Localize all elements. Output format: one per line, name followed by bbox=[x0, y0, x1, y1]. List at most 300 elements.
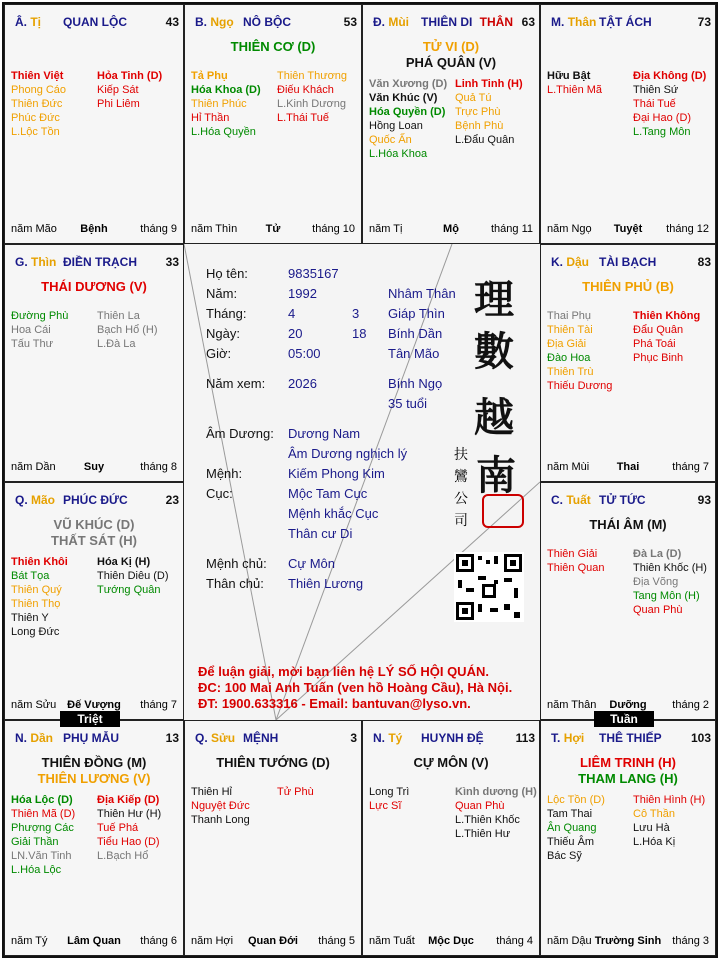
calligraphy-small-1: 扶 bbox=[454, 447, 468, 463]
minor-star: Tử Phù bbox=[277, 786, 314, 798]
palace-branch bbox=[15, 255, 56, 269]
minor-star: Ân Quang bbox=[547, 822, 597, 834]
branch-letter: N. bbox=[373, 731, 385, 745]
minor-star: LN.Văn Tinh bbox=[11, 850, 72, 862]
minor-star: Lực Sĩ bbox=[369, 800, 402, 812]
life-stage: Trường Sinh bbox=[594, 935, 662, 947]
name-label: Họ tên: bbox=[206, 266, 248, 281]
main-star: THIÊN ĐỒNG (M) bbox=[41, 755, 147, 770]
minor-star: L.Thái Tuế bbox=[277, 112, 329, 124]
minor-star: Thiên Khôi bbox=[11, 556, 68, 568]
minor-star: L.Hóa Lộc bbox=[11, 864, 62, 876]
life-stage: Tử bbox=[265, 223, 281, 235]
right-stars bbox=[97, 555, 169, 597]
left-stars bbox=[547, 793, 605, 863]
horoscope-chart bbox=[2, 2, 718, 958]
palace-title: QUAN LỘC bbox=[63, 15, 127, 29]
branch-letter: M. bbox=[551, 15, 565, 29]
minor-star: Thiên Không bbox=[633, 310, 701, 322]
right-stars bbox=[277, 785, 314, 799]
palace-year: năm Thân bbox=[547, 699, 597, 711]
right-stars bbox=[97, 309, 158, 351]
center-info-panel bbox=[184, 244, 540, 720]
palace-quan-loc[interactable] bbox=[4, 4, 184, 244]
palace-branch bbox=[373, 731, 402, 745]
day-label: Ngày: bbox=[206, 326, 240, 341]
palace-phu-mau[interactable] bbox=[4, 720, 184, 956]
branch-letter: B. bbox=[195, 15, 207, 29]
main-star: VŨ KHÚC (D) bbox=[53, 517, 135, 532]
palace-month: tháng 9 bbox=[140, 223, 177, 235]
palace-branch bbox=[551, 15, 596, 29]
minor-star: Thiên Quan bbox=[547, 562, 605, 574]
minor-star: Thiên Thương bbox=[277, 70, 348, 82]
minor-star: Thiên Diêu (D) bbox=[97, 570, 169, 582]
month-canchi: Giáp Thìn bbox=[388, 306, 445, 321]
right-stars bbox=[455, 785, 537, 841]
branch-letter: Q. bbox=[195, 731, 208, 745]
palace-footer bbox=[189, 223, 357, 237]
minor-star: Đường Phù bbox=[11, 310, 69, 322]
branch-letter: Q. bbox=[15, 493, 28, 507]
life-stage: Quan Đới bbox=[248, 935, 298, 947]
hour-value: 05:00 bbox=[288, 346, 321, 361]
minor-star: Tam Thai bbox=[547, 808, 593, 820]
year-canchi: Nhâm Thân bbox=[388, 286, 456, 301]
minor-star: Thiên Việt bbox=[11, 70, 64, 82]
left-stars bbox=[547, 69, 602, 97]
palace-title: THÊ THIẾP bbox=[599, 731, 662, 745]
day-value: 20 bbox=[288, 326, 303, 341]
right-stars bbox=[97, 793, 161, 863]
minor-star: Thái Tuế bbox=[633, 98, 676, 110]
palace-month: tháng 2 bbox=[672, 699, 709, 711]
left-stars bbox=[191, 69, 261, 139]
minor-star: L.Hóa Quyền bbox=[191, 126, 256, 138]
minor-star: Quả Tú bbox=[455, 92, 492, 104]
palace-title: NÔ BỘC bbox=[243, 15, 291, 29]
right-stars bbox=[633, 793, 705, 849]
branch-letter: G. bbox=[15, 255, 28, 269]
minor-star: Thiếu Âm bbox=[547, 836, 595, 848]
than-chu-value: Thiên Lương bbox=[288, 576, 364, 591]
branch-letter: C. bbox=[551, 493, 563, 507]
year-label: Năm: bbox=[206, 286, 238, 301]
life-stage: Đế Vượng bbox=[67, 699, 121, 711]
palace-menh[interactable] bbox=[184, 720, 362, 956]
minor-star: Linh Tinh (H) bbox=[455, 78, 523, 90]
palace-year: năm Tý bbox=[11, 935, 48, 947]
minor-star: Phục Binh bbox=[633, 352, 684, 364]
minor-star: Thiên Đức bbox=[11, 98, 63, 110]
qr-code-icon[interactable] bbox=[454, 552, 524, 622]
palace-number: 73 bbox=[697, 15, 711, 29]
branch-letter: K. bbox=[551, 255, 563, 269]
menh-chu-value: Cự Môn bbox=[288, 556, 335, 571]
minor-star: Văn Khúc (V) bbox=[369, 92, 438, 104]
calligraphy-char-4: 南 bbox=[476, 452, 516, 499]
palace-header bbox=[9, 15, 179, 31]
minor-star: Kiếp Sát bbox=[97, 84, 139, 96]
minor-star: Quan Phù bbox=[455, 800, 505, 812]
minor-star: Thiên Quý bbox=[11, 584, 62, 596]
palace-footer bbox=[9, 461, 179, 475]
main-star: THIÊN PHỦ (B) bbox=[582, 279, 674, 294]
minor-star: L.Thiên Khốc bbox=[455, 814, 520, 826]
minor-star: Hóa Kị (H) bbox=[97, 556, 151, 568]
palace-footer bbox=[545, 935, 711, 949]
palace-year: năm Tị bbox=[369, 223, 403, 235]
stem-name: Thìn bbox=[31, 255, 57, 269]
main-star: THIÊN CƠ (D) bbox=[230, 39, 316, 54]
contact-line-3[interactable]: ĐT: 1900.633316 - Email: bantuvan@lyso.vn. bbox=[198, 696, 471, 711]
year-value: 1992 bbox=[288, 286, 317, 301]
palace-month: tháng 11 bbox=[490, 223, 533, 235]
palace-year: năm Ngọ bbox=[547, 223, 592, 235]
palace-month: tháng 12 bbox=[666, 223, 709, 235]
life-stage: Thai bbox=[616, 461, 640, 473]
minor-star: Quốc Ấn bbox=[369, 134, 412, 146]
minor-star: Hữu Bật bbox=[547, 70, 591, 82]
palace-footer bbox=[367, 935, 535, 949]
main-star: THẤT SÁT (H) bbox=[51, 533, 137, 548]
minor-star: Hỉ Thần bbox=[191, 112, 230, 124]
stem-name: Thân bbox=[567, 15, 597, 29]
minor-star: Thiên La bbox=[97, 310, 140, 322]
palace-year: năm Dần bbox=[11, 461, 56, 473]
left-stars bbox=[11, 555, 68, 639]
palace-number: 33 bbox=[165, 255, 179, 269]
palace-header bbox=[545, 493, 711, 509]
minor-star: Quan Phù bbox=[633, 604, 683, 616]
palace-title: TẬT ÁCH bbox=[599, 15, 652, 29]
minor-star: Đào Hoa bbox=[547, 352, 591, 364]
cuc-value: Mộc Tam Cục bbox=[288, 486, 368, 501]
life-stage: Mộc Dục bbox=[428, 935, 474, 947]
life-stage: Tuyệt bbox=[613, 223, 643, 235]
minor-star: L.Đà La bbox=[97, 338, 136, 350]
palace-branch bbox=[551, 731, 584, 745]
palace-month: tháng 3 bbox=[672, 935, 709, 947]
palace-number: 43 bbox=[165, 15, 179, 29]
minor-star: Thiên Tài bbox=[547, 324, 593, 336]
palace-huynh-de[interactable] bbox=[362, 720, 540, 956]
right-stars bbox=[97, 69, 162, 111]
right-stars bbox=[633, 69, 706, 139]
than-marker: THÂN bbox=[479, 15, 513, 29]
minor-star: Phá Toái bbox=[633, 338, 676, 350]
minor-star: L.Kinh Dương bbox=[277, 98, 347, 110]
month-value: 4 bbox=[288, 306, 296, 321]
am-duong-label: Âm Dương: bbox=[206, 426, 274, 441]
stem-name: Mão bbox=[31, 493, 56, 507]
minor-star: L.Hóa Kị bbox=[633, 836, 676, 848]
left-stars bbox=[11, 309, 68, 351]
right-stars bbox=[633, 309, 700, 365]
minor-star: Tang Môn (H) bbox=[633, 590, 700, 602]
left-stars bbox=[191, 785, 250, 827]
stem-name: Tý bbox=[388, 731, 403, 745]
right-stars bbox=[633, 547, 707, 617]
minor-star: Thiên Thọ bbox=[11, 598, 61, 610]
minor-star: Thiên Y bbox=[11, 612, 49, 624]
main-star: THÁI ÂM (M) bbox=[589, 517, 667, 532]
minor-star: Trực Phù bbox=[455, 106, 501, 118]
than-cu: Thân cư Di bbox=[288, 526, 353, 541]
life-stage: Lâm Quan bbox=[67, 935, 121, 947]
palace-title: ĐIỀN TRẠCH bbox=[63, 255, 137, 269]
view-year-label: Năm xem: bbox=[206, 376, 266, 391]
minor-star: L.Thiên Hư bbox=[455, 828, 511, 840]
life-stage: Bệnh bbox=[80, 223, 108, 235]
palace-year: năm Mùi bbox=[547, 461, 590, 473]
minor-star: Địa Kiếp (D) bbox=[97, 794, 160, 806]
minor-star: Điếu Khách bbox=[277, 84, 334, 96]
palace-title: PHÚC ĐỨC bbox=[63, 493, 128, 507]
minor-star: Địa Giải bbox=[547, 338, 587, 350]
red-seal-stamp bbox=[482, 494, 524, 528]
minor-star: Thiên Khốc (H) bbox=[633, 562, 707, 574]
palace-number: 63 bbox=[521, 15, 535, 29]
minor-star: Hoa Cái bbox=[11, 324, 51, 336]
palace-tu-tuc[interactable] bbox=[540, 482, 716, 720]
hour-label: Giờ: bbox=[206, 346, 232, 361]
calligraphy-char-3: 越 bbox=[474, 394, 514, 441]
minor-star: L.Tang Môn bbox=[633, 126, 691, 138]
minor-star: L.Lộc Tồn bbox=[11, 126, 60, 138]
minor-star: Long Đức bbox=[11, 626, 60, 638]
contact-line-2: ĐC: 100 Mai Anh Tuấn (ven hồ Hoàng Cầu), Hà Nội. bbox=[198, 680, 513, 695]
minor-star: Thiên Hư (H) bbox=[97, 808, 162, 820]
age-value: 35 tuổi bbox=[388, 396, 428, 411]
palace-title: PHỤ MẪU bbox=[63, 731, 119, 745]
palace-header bbox=[545, 15, 711, 31]
right-stars bbox=[455, 77, 523, 147]
calligraphy-small-3: 公 bbox=[454, 491, 468, 507]
palace-the-thiep[interactable] bbox=[540, 720, 716, 956]
minor-star: Nguyệt Đức bbox=[191, 800, 250, 812]
minor-star: Tiểu Hao (D) bbox=[97, 836, 160, 848]
palace-number: 103 bbox=[690, 731, 711, 745]
palace-month: tháng 8 bbox=[140, 461, 177, 473]
palace-month: tháng 6 bbox=[140, 935, 177, 947]
palace-title: TÀI BẠCH bbox=[599, 255, 657, 269]
main-star: THIÊN TƯỚNG (D) bbox=[216, 755, 330, 770]
stem-name: Tuất bbox=[566, 493, 591, 507]
day-canchi: Bính Dần bbox=[388, 326, 443, 341]
cuc-relation: Mệnh khắc Cục bbox=[288, 506, 379, 521]
palace-branch bbox=[373, 15, 409, 29]
minor-star: Bát Tọa bbox=[11, 570, 50, 582]
palace-number: 93 bbox=[697, 493, 711, 507]
palace-footer bbox=[367, 223, 535, 237]
minor-star: Cô Thần bbox=[633, 808, 675, 820]
palace-number: 23 bbox=[165, 493, 179, 507]
minor-star: Phong Cáo bbox=[11, 84, 67, 96]
minor-star: Tướng Quân bbox=[97, 584, 161, 596]
palace-header bbox=[367, 15, 535, 31]
view-year-value: 2026 bbox=[288, 376, 317, 391]
minor-star: Bác Sỹ bbox=[547, 850, 582, 862]
palace-branch bbox=[195, 15, 234, 29]
left-stars bbox=[547, 309, 612, 393]
minor-star: Thiếu Dương bbox=[547, 380, 613, 392]
minor-star: L.Bạch Hổ bbox=[97, 850, 149, 862]
left-stars bbox=[547, 547, 604, 575]
minor-star: Hóa Quyền (D) bbox=[369, 106, 446, 118]
minor-star: Tuế Phá bbox=[97, 822, 139, 834]
palace-thien-di[interactable] bbox=[362, 4, 540, 244]
minor-star: Tả Phụ bbox=[191, 70, 228, 82]
am-duong-value: Dương Nam bbox=[288, 426, 361, 441]
palace-tat-ach[interactable] bbox=[540, 4, 716, 244]
minor-star: Hồng Loan bbox=[369, 120, 423, 132]
minor-star: Lưu Hà bbox=[633, 822, 670, 834]
left-stars bbox=[369, 785, 409, 813]
palace-phuc-duc[interactable] bbox=[4, 482, 184, 720]
minor-star: Thiên Mã (D) bbox=[11, 808, 76, 820]
palace-header bbox=[545, 731, 711, 747]
minor-star: L.Thiên Mã bbox=[547, 84, 603, 96]
palace-title: THIÊN DI bbox=[421, 15, 473, 29]
main-star: CỰ MÔN (V) bbox=[413, 755, 489, 770]
main-star: THAM LANG (H) bbox=[578, 771, 678, 786]
palace-header bbox=[367, 731, 535, 747]
triet-badge: Triệt bbox=[60, 711, 120, 727]
calligraphy-small-2: 鸞 bbox=[454, 469, 468, 485]
left-stars bbox=[11, 69, 66, 139]
minor-star: Bệnh Phù bbox=[455, 120, 504, 132]
stem-name: Hợi bbox=[563, 731, 585, 745]
palace-number: 83 bbox=[697, 255, 711, 269]
minor-star: Long Trì bbox=[369, 786, 410, 798]
menh-chu-label: Mệnh chủ: bbox=[206, 556, 267, 571]
day-lunar: 18 bbox=[352, 326, 367, 341]
minor-star: L.Đẩu Quân bbox=[455, 134, 515, 146]
palace-tai-bach[interactable] bbox=[540, 244, 716, 482]
main-star: THIÊN LƯƠNG (V) bbox=[37, 771, 151, 786]
palace-number: 113 bbox=[515, 731, 535, 745]
palace-number: 53 bbox=[343, 15, 357, 29]
main-star: THÁI DƯƠNG (V) bbox=[41, 279, 147, 294]
palace-header bbox=[189, 731, 357, 747]
palace-branch bbox=[15, 15, 41, 29]
minor-star: Thiên Hỉ bbox=[191, 786, 232, 798]
minor-star: Hóa Lộc (D) bbox=[11, 794, 73, 806]
minor-star: L.Hóa Khoa bbox=[369, 148, 428, 160]
menh-label: Mệnh: bbox=[206, 466, 243, 481]
minor-star: Lộc Tồn (D) bbox=[547, 794, 605, 806]
hour-canchi: Tân Mão bbox=[388, 346, 440, 361]
minor-star: Tấu Thư bbox=[11, 338, 54, 350]
palace-year: năm Dậu bbox=[547, 935, 592, 947]
palace-month: tháng 5 bbox=[318, 935, 355, 947]
minor-star: Thiên Hình (H) bbox=[633, 794, 706, 806]
stem-name: Dần bbox=[30, 731, 54, 745]
than-chu-label: Thân chủ: bbox=[206, 576, 264, 591]
palace-footer bbox=[189, 935, 357, 949]
palace-branch bbox=[195, 731, 235, 745]
palace-header bbox=[9, 493, 179, 509]
palace-year: năm Thìn bbox=[191, 223, 238, 235]
life-stage: Mộ bbox=[443, 223, 459, 235]
palace-header bbox=[189, 15, 357, 31]
contact-line-1: Để luận giải, mời bạn liên hệ LÝ SỐ HỘI QUÁN. bbox=[198, 664, 489, 679]
palace-header bbox=[9, 255, 179, 271]
palace-footer bbox=[9, 935, 179, 949]
palace-dien-trach[interactable] bbox=[4, 244, 184, 482]
palace-month: tháng 7 bbox=[672, 461, 709, 473]
minor-star: Hỏa Tinh (D) bbox=[97, 70, 163, 82]
calligraphy-char-2: 數 bbox=[474, 328, 514, 375]
minor-star: Địa Võng bbox=[633, 576, 679, 588]
palace-title: MỆNH bbox=[243, 731, 279, 745]
minor-star: Văn Xương (D) bbox=[369, 78, 448, 90]
stem-name: Tị bbox=[30, 15, 42, 29]
calligraphy-small-4: 司 bbox=[454, 513, 468, 529]
am-duong-note: Âm Dương nghịch lý bbox=[288, 446, 408, 461]
palace-branch bbox=[15, 731, 53, 745]
life-stage: Suy bbox=[83, 461, 105, 473]
minor-star: Thiên Trù bbox=[547, 366, 594, 378]
palace-number: 3 bbox=[350, 731, 357, 745]
minor-star: Thiên Sứ bbox=[633, 84, 679, 96]
left-stars bbox=[369, 77, 447, 161]
palace-footer bbox=[545, 223, 711, 237]
minor-star: Thanh Long bbox=[191, 814, 250, 826]
stem-name: Sửu bbox=[211, 731, 236, 745]
month-label: Tháng: bbox=[206, 306, 247, 321]
minor-star: Kình dương (H) bbox=[455, 786, 537, 798]
minor-star: Địa Không (D) bbox=[633, 70, 707, 82]
branch-letter: T. bbox=[551, 731, 561, 745]
minor-star: Hóa Khoa (D) bbox=[191, 84, 261, 96]
calligraphy-small bbox=[454, 444, 470, 532]
tuan-badge: Tuần bbox=[594, 711, 654, 727]
cuc-label: Cục: bbox=[206, 486, 233, 501]
branch-letter: Đ. bbox=[373, 15, 385, 29]
palace-month: tháng 10 bbox=[312, 223, 355, 235]
palace-header bbox=[9, 731, 179, 747]
palace-no-boc[interactable] bbox=[184, 4, 362, 244]
palace-footer bbox=[545, 461, 711, 475]
left-stars bbox=[11, 793, 75, 877]
palace-branch bbox=[551, 493, 591, 507]
palace-month: tháng 4 bbox=[496, 935, 533, 947]
name-value: 9835167 bbox=[288, 266, 339, 281]
main-star: PHÁ QUÂN (V) bbox=[405, 55, 497, 70]
right-stars bbox=[277, 69, 347, 125]
stem-name: Dậu bbox=[566, 255, 590, 269]
main-star: TỬ VI (D) bbox=[422, 39, 480, 54]
minor-star: Giải Thần bbox=[11, 836, 59, 848]
menh-value: Kiếm Phong Kim bbox=[288, 466, 385, 481]
main-star: LIÊM TRINH (H) bbox=[579, 755, 677, 770]
calligraphy-char-1: 理 bbox=[474, 276, 514, 323]
palace-year: năm Sửu bbox=[11, 699, 57, 711]
minor-star: Đẩu Quân bbox=[633, 324, 684, 336]
month-lunar: 3 bbox=[352, 306, 360, 321]
branch-letter: N. bbox=[15, 731, 27, 745]
palace-header bbox=[545, 255, 711, 271]
view-year-canchi: Bính Ngọ bbox=[388, 376, 443, 391]
minor-star: Đại Hao (D) bbox=[633, 112, 692, 124]
branch-letter: Â. bbox=[15, 15, 27, 29]
palace-number: 13 bbox=[165, 731, 179, 745]
minor-star: Thiên Giải bbox=[547, 548, 598, 560]
minor-star: Bạch Hổ (H) bbox=[97, 324, 158, 336]
stem-name: Ngọ bbox=[210, 15, 234, 29]
